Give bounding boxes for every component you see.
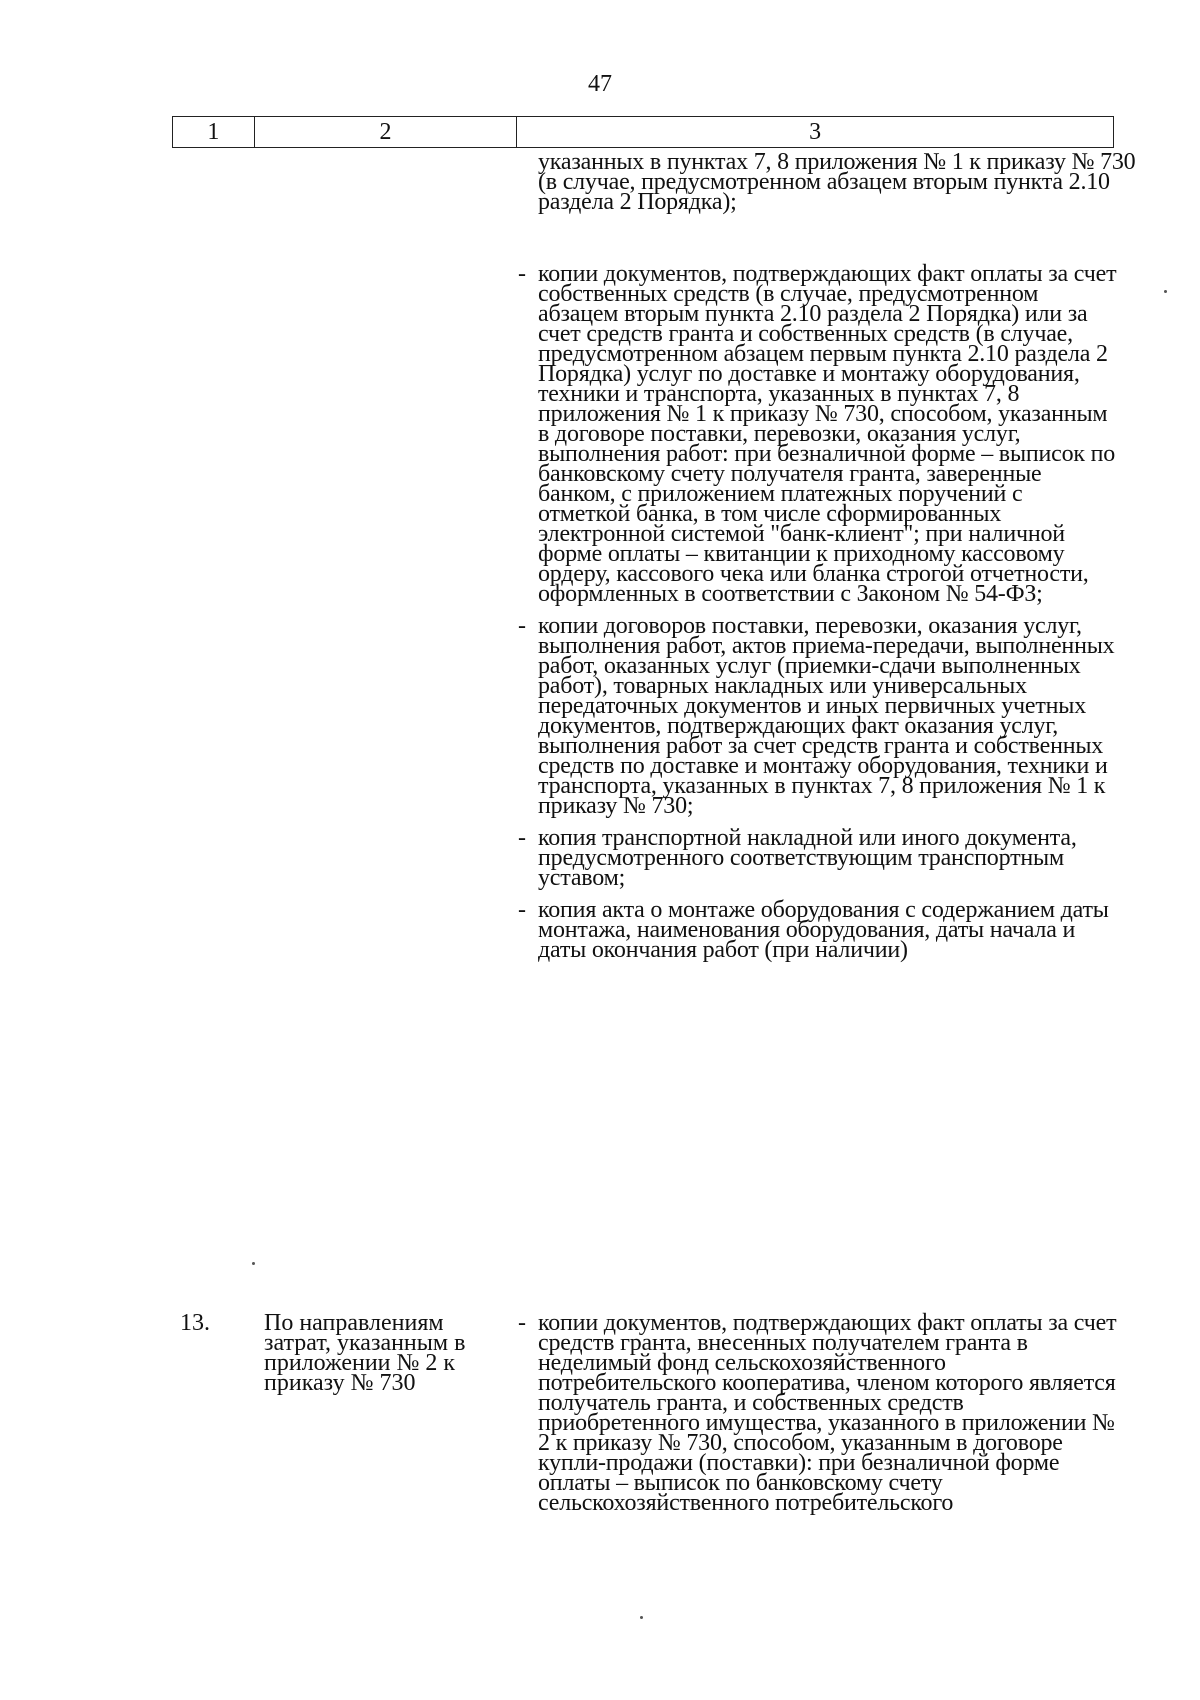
list-item-text: копия транспортной накладной или иного документа, предусмотренного соответствующим транспортным уставом; [538, 825, 1077, 891]
list-marker: - [518, 261, 526, 287]
scan-speck [1164, 290, 1167, 293]
header-col-3: 3 [809, 118, 822, 145]
list-item [518, 261, 1118, 607]
list-marker: - [518, 897, 526, 923]
list-item-text: копии документов, подтверждающих факт оплаты за счет средств гранта, внесенных получателем гранта в неделимый фонд сельскохозяйственного потребительского кооператива, членом которого является получатель гранта, и собственных средств приобретенного имущества, указанного в приложении № 2 к приказу № 730, способом, указанным в договоре купли-продажи (поставки): при безналичной форме оплаты – выписок по банковскому счету сельскохозяйственного потребительского [538, 1310, 1117, 1516]
list-item-text: копия акта о монтаже оборудования с содержанием даты монтажа, наименования оборудования, даты начала и даты окончания работ (при наличии) [538, 897, 1109, 963]
scan-speck [640, 1616, 643, 1619]
list-item-text: копии договоров поставки, перевозки, оказания услуг, выполнения работ, актов приема-передачи, выполненных работ, оказанных услуг (приемки-сдачи выполненных работ), товарных накладных или универсальных передаточных документов и иных первичных учетных документов, подтверждающих факт оказания услуг, выполнения работ за счет средств гранта и собственных средств по доставке и монтажу оборудования, техники и транспорта, указанных в пунктах 7, 8 приложения № 1 к приказу № 730; [538, 613, 1115, 819]
list-item [518, 1310, 1118, 1516]
header-col-1: 1 [173, 117, 255, 147]
page-number: 47 [588, 71, 612, 97]
list-marker: - [518, 1310, 526, 1336]
list-item [518, 613, 1118, 819]
document-list [518, 261, 1118, 972]
header-col-2: 2 [255, 117, 517, 147]
row-number: 13. [180, 1310, 210, 1336]
list-marker: - [518, 613, 526, 639]
scan-speck [252, 1262, 255, 1265]
continuation-text: указанных в пунктах 7, 8 приложения № 1 к приказу № 730 (в случае, предусмотренном абзацем вторым пункта 2.10 раздела 2 Порядка); [538, 149, 1136, 215]
row-direction-text: По направлениям затрат, указанным в приложении № 2 к приказу № 730 [264, 1310, 466, 1396]
table-header-row [172, 116, 1114, 148]
list-item [518, 825, 1118, 891]
list-marker: - [518, 825, 526, 851]
list-item-text: копии документов, подтверждающих факт оплаты за счет собственных средств (в случае, предусмотренном абзацем вторым пункта 2.10 раздела 2 Порядка) или за счет средств гранта и собственных средств (в случае, предусмотренном абзацем первым пункта 2.10 раздела 2 Порядка) услуг по доставке и монтажу оборудования, техники и транспорта, указанных в пунктах 7, 8 приложения № 1 к приказу № 730, способом, указанным в договоре поставки, перевозки, оказания услуг, выполнения работ: при безналичной форме – выписок по банковскому счету получателя гранта, заверенные банком, с приложением платежных поручений с отметкой банка, в том числе сформированных электронной системой "банк-клиент"; при наличной форме оплаты – квитанции к приходному кассовому ордеру, кассового чека или бланка строгой отчетности, оформленных в соответствии с Законом № 54-ФЗ; [538, 261, 1117, 607]
list-item [518, 897, 1118, 963]
row13-document-list [518, 1310, 1118, 1525]
